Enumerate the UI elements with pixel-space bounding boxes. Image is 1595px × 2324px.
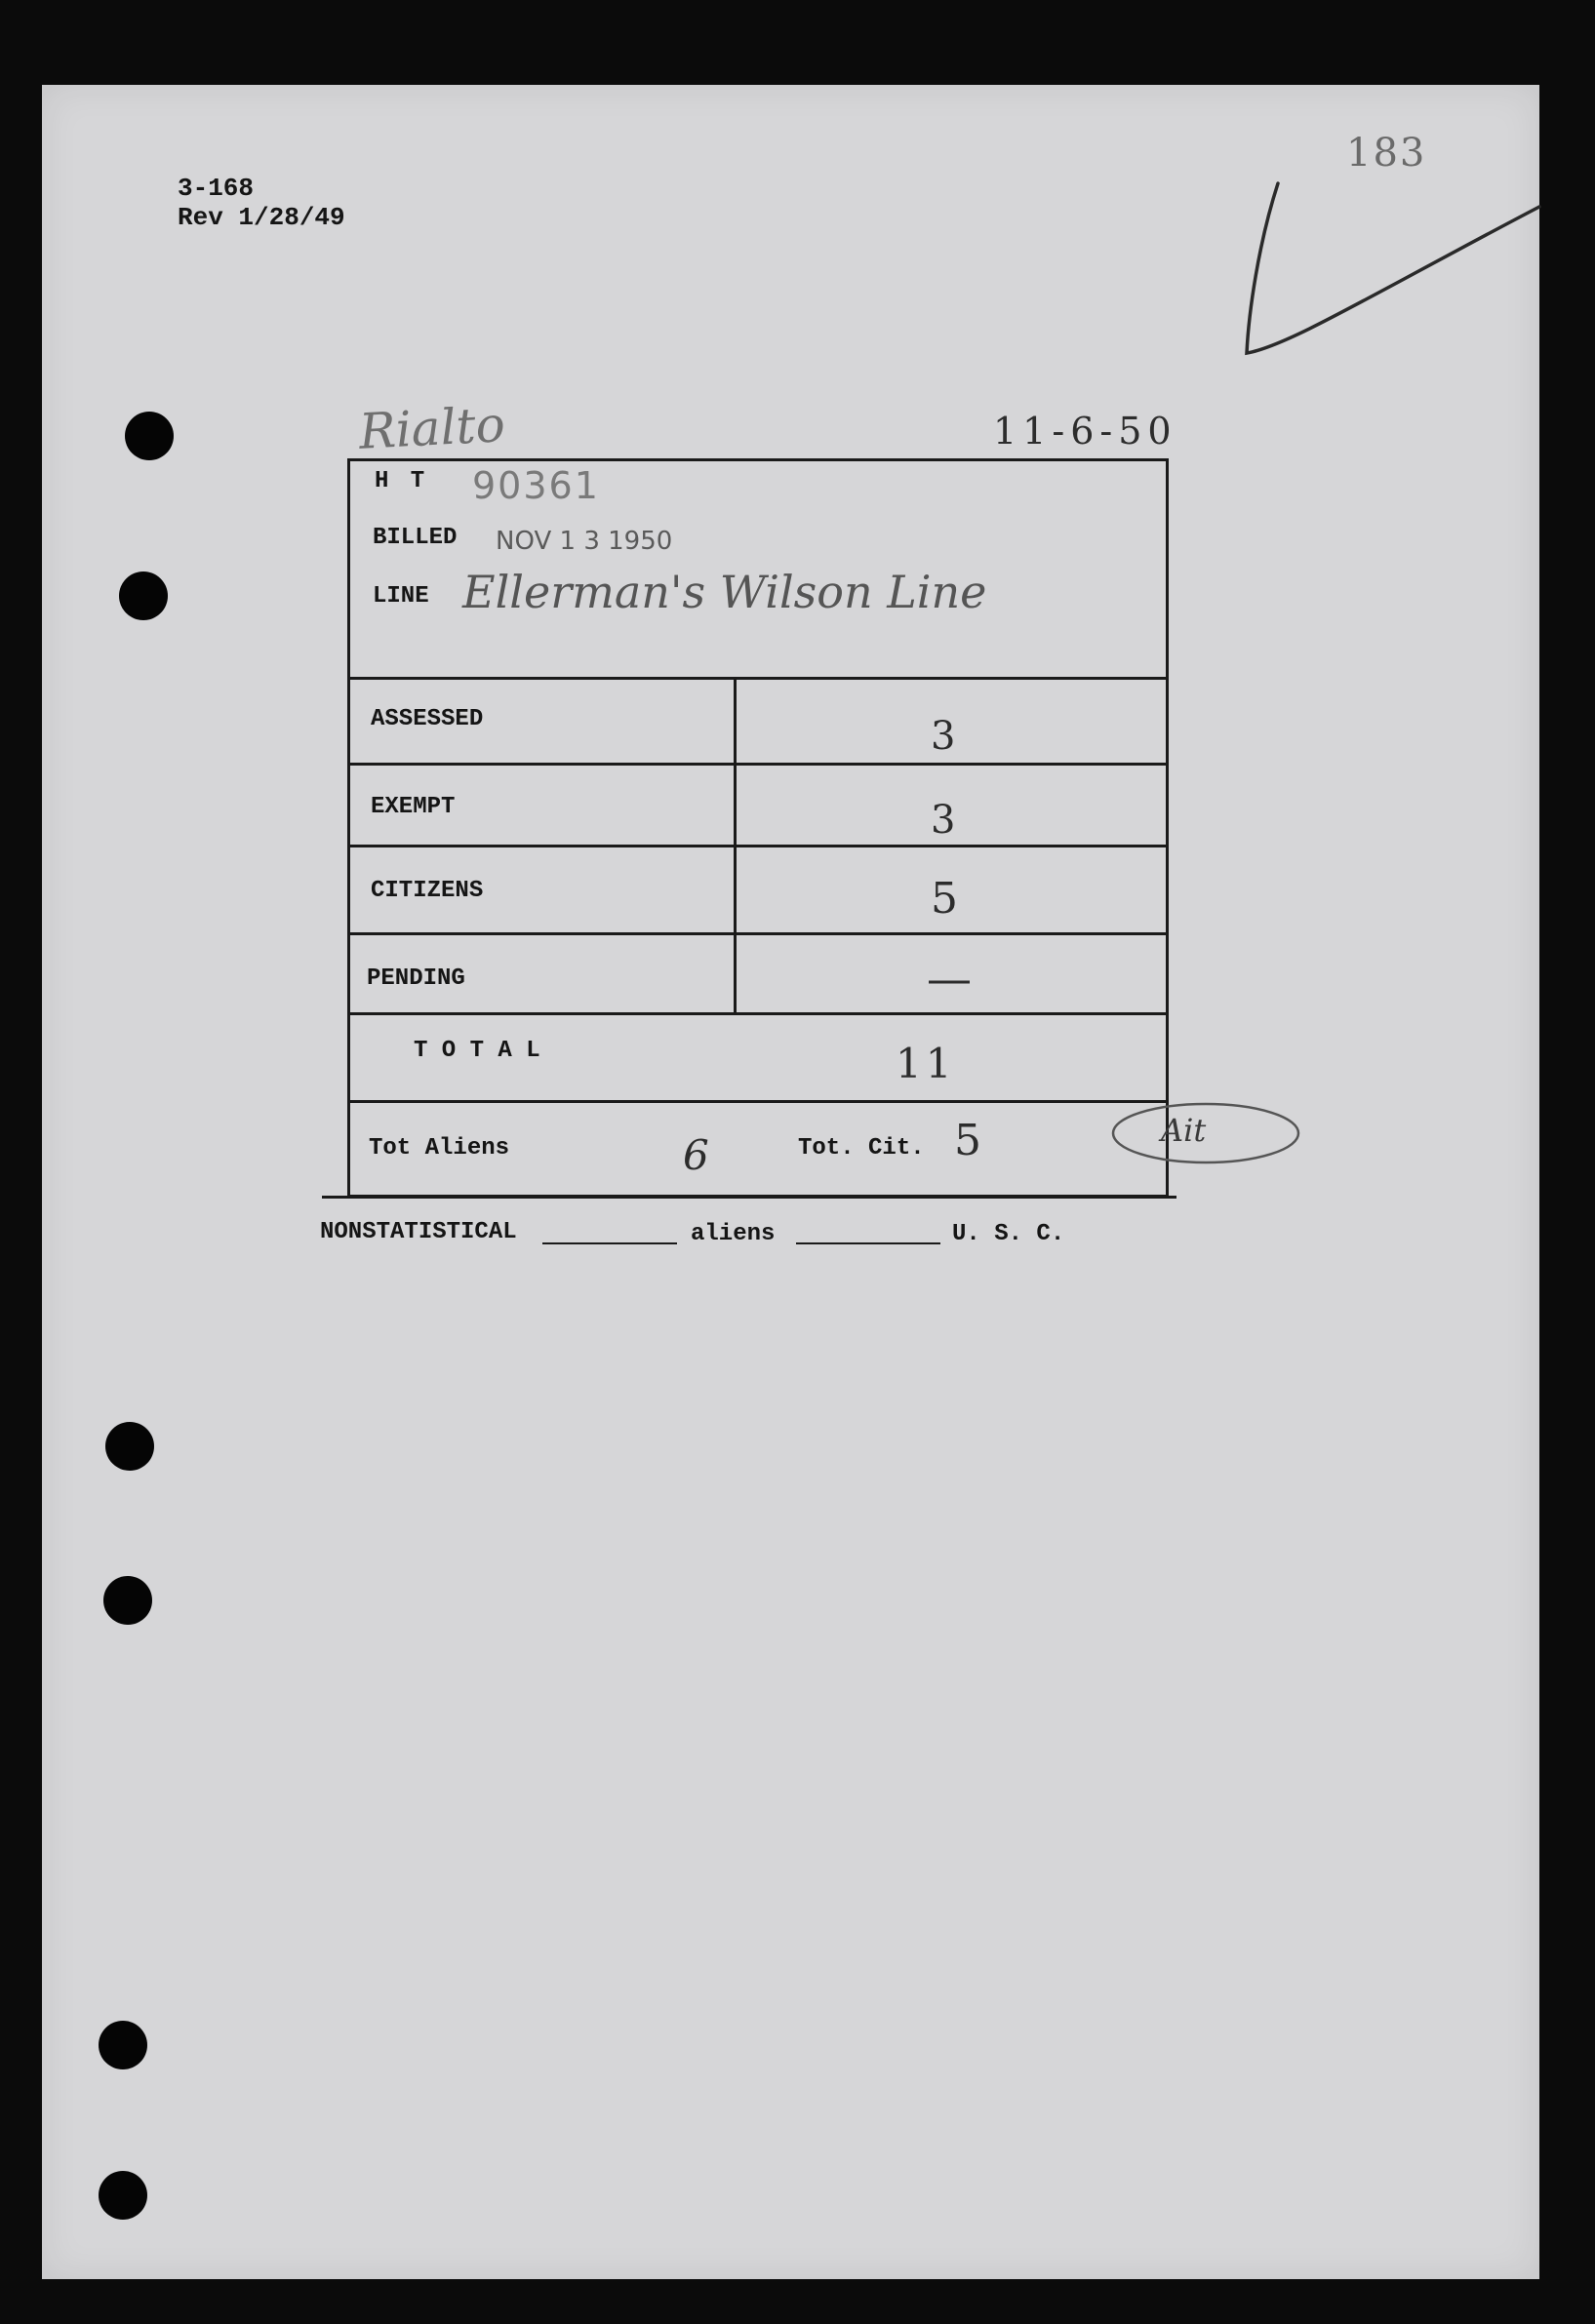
- check-mark-icon: [1229, 176, 1551, 371]
- ship-name: Rialto: [357, 396, 507, 460]
- ht-number: 90361: [472, 464, 600, 507]
- inspector-initials: Ait: [1161, 1112, 1207, 1149]
- binder-hole: [103, 1576, 152, 1625]
- shipping-line: Ellerman's Wilson Line: [462, 566, 987, 618]
- exempt-label: EXEMPT: [371, 794, 456, 820]
- divider: [347, 1012, 1169, 1015]
- pending-label: PENDING: [367, 965, 465, 992]
- binder-hole: [99, 2021, 147, 2069]
- exempt-value: 3: [931, 798, 956, 843]
- binder-hole: [99, 2171, 147, 2220]
- page-number: 183: [1346, 131, 1427, 176]
- underline: [878, 845, 1063, 847]
- divider: [347, 763, 1169, 766]
- aliens-label: aliens: [691, 1221, 776, 1247]
- tot-aliens-label: Tot Aliens: [369, 1135, 510, 1162]
- aliens-blank: [796, 1242, 940, 1244]
- citizens-value: 5: [931, 874, 958, 924]
- pending-value: —: [927, 952, 972, 1004]
- binder-hole: [119, 571, 168, 620]
- divider: [347, 932, 1169, 935]
- tot-aliens-value: 6: [683, 1131, 709, 1179]
- citizens-label: CITIZENS: [371, 878, 484, 904]
- binder-hole: [105, 1422, 154, 1471]
- ht-label: H T: [375, 468, 429, 494]
- total-value: 11: [896, 1040, 956, 1087]
- divider: [347, 1100, 1169, 1103]
- tot-cit-value: 5: [954, 1116, 981, 1165]
- nonstatistical-blank: [542, 1242, 677, 1244]
- assessed-label: ASSESSED: [371, 706, 484, 732]
- billed-label: BILLED: [373, 525, 458, 551]
- line-label: LINE: [373, 583, 429, 610]
- billed-date-stamp: NOV 1 3 1950: [496, 527, 673, 556]
- arrival-date: 11-6-50: [993, 410, 1177, 453]
- binder-hole: [125, 412, 174, 460]
- form-number: 3-168: [178, 174, 255, 203]
- total-label: T O T A L: [414, 1038, 540, 1064]
- divider: [347, 677, 1169, 680]
- divider: [322, 1196, 1176, 1199]
- tot-cit-label: Tot. Cit.: [798, 1135, 925, 1162]
- assessed-value: 3: [931, 714, 956, 759]
- nonstatistical-label: NONSTATISTICAL: [320, 1219, 517, 1245]
- revision-date: Rev 1/28/49: [178, 203, 345, 232]
- usc-label: U. S. C.: [952, 1221, 1065, 1247]
- column-divider: [734, 677, 737, 1014]
